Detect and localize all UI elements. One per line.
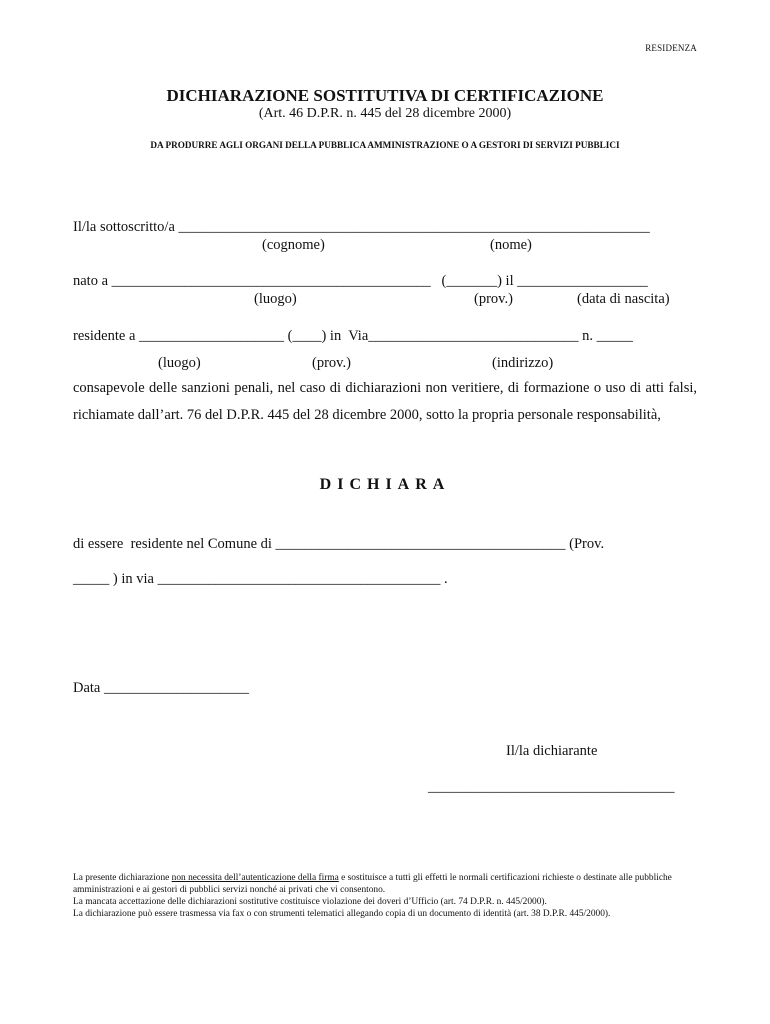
residente-line: residente a ____________________ (____) in Via_____________________________ n. _____ — [73, 328, 633, 344]
footer-text: La presente dichiarazione — [73, 873, 172, 883]
hint-luogo-residenza: (luogo) — [158, 355, 201, 371]
footer-text: e sostituisce a tutti gli effetti le normali certificazioni richieste o destinate alle pubbliche amministrazioni e ai gestori di pubblici servizi nonché ai privati che vi consentono. — [73, 873, 672, 895]
footer-note-accettazione: La mancata accettazione delle dichiarazioni sostitutive costituisce violazione dei doveri d’Ufficio (art. 74 D.P.R. n. 445/2000). — [73, 897, 547, 907]
footer-note-trasmissione: La dichiarazione può essere trasmessa via fax o con strumenti telematici allegando copia di un documento di identità (art. 38 D.P.R. 445/2000). — [73, 909, 611, 919]
document-subtitle: (Art. 46 D.P.R. n. 445 del 28 dicembre 2000) — [258, 106, 512, 121]
nato-line: nato a ____________________________________________ (_______) il __________________ — [73, 273, 648, 289]
hint-data-nascita: (data di nascita) — [577, 291, 670, 307]
comune-line: di essere residente nel Comune di ________________________________________ (Prov. — [73, 536, 605, 552]
document-banner: DA PRODURRE AGLI ORGANI DELLA PUBBLICA AMMINISTRAZIONE O A GESTORI DI SERVIZI PUBBLICI — [150, 140, 620, 150]
via-line: _____ ) in via _______________________________________ . — [73, 571, 448, 587]
sottoscritto-line: Il/la sottoscritto/a _________________________________________________________________ — [73, 219, 650, 235]
hint-luogo-nascita: (luogo) — [254, 291, 297, 307]
dichiara-heading: DICHIARA — [319, 476, 451, 493]
dichiarante-label: Il/la dichiarante — [506, 743, 598, 759]
hint-indirizzo: (indirizzo) — [492, 355, 554, 371]
footer-note-autenticazione — [73, 873, 698, 896]
hint-cognome: (cognome) — [262, 237, 325, 253]
consapevole-paragraph: consapevole delle sanzioni penali, nel caso di dichiarazioni non veritiere, di formazione o uso di atti falsi, richiamate dall’art. 76 del D.P.R. 445 del 28 dicembre 2000, sotto la propria personale responsabilità, — [73, 380, 697, 423]
footer-underlined-text: non necessita dell’autenticazione della firma — [171, 873, 339, 883]
hint-prov-residenza: (prov.) — [312, 355, 351, 371]
hint-nome: (nome) — [490, 237, 532, 253]
hint-prov-nascita: (prov.) — [474, 291, 513, 307]
document-title: DICHIARAZIONE SOSTITUTIVA DI CERTIFICAZIONE — [166, 86, 604, 105]
signature-line: __________________________________ — [428, 779, 675, 795]
document-category-label: RESIDENZA — [645, 43, 697, 53]
data-line: Data ____________________ — [73, 680, 249, 696]
